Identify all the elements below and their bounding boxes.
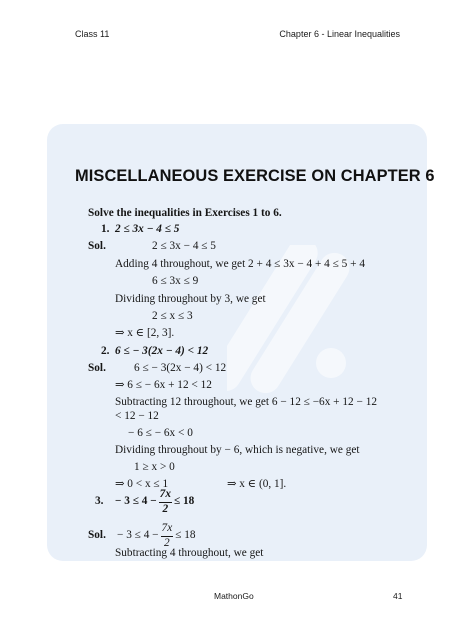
- q3-next-line: Subtracting 4 throughout, we get: [115, 547, 264, 559]
- q2-step-3: Subtracting 12 throughout, we get 6 − 12 ≤ −6x + 12 − 12: [115, 396, 377, 408]
- q2-number: 2.: [101, 345, 110, 357]
- q2-step-8: ⇒ 0 < x ≤ 1: [115, 478, 169, 490]
- q2-step-1: 6 ≤ − 3(2x − 4) < 12: [134, 362, 227, 374]
- header-class-label: Class 11: [75, 29, 110, 39]
- exercise-intro: Solve the inequalities in Exercises 1 to 6.: [88, 207, 282, 219]
- q2-step-9: ⇒ x ∈ (0, 1].: [227, 478, 287, 490]
- q2-step-2: ⇒ 6 ≤ − 6x + 12 < 12: [115, 379, 212, 391]
- q3-fraction-denominator: 2: [162, 502, 169, 515]
- q3-sol-fraction: [161, 523, 174, 549]
- q3-statement: [115, 488, 194, 516]
- q1-step-5: 2 ≤ x ≤ 3: [152, 310, 193, 322]
- q3-fraction: [159, 489, 172, 515]
- q3-sol-fraction-numerator: 7x: [161, 523, 174, 536]
- q1-step-6: ⇒ x ∈ [2, 3].: [115, 327, 175, 339]
- page-number: 41: [393, 591, 403, 601]
- q2-step-4: < 12 − 12: [115, 410, 159, 422]
- q3-sol-line: [117, 522, 196, 550]
- q1-sol-label: Sol.: [88, 240, 106, 252]
- q2-sol-label: Sol.: [88, 362, 106, 374]
- q2-step-7: 1 ≥ x > 0: [134, 461, 175, 473]
- q3-statement-left: − 3 ≤ 4 −: [115, 495, 157, 508]
- q3-sol-label: Sol.: [88, 529, 106, 541]
- q2-statement: 6 ≤ − 3(2x − 4) < 12: [115, 345, 209, 357]
- q1-step-1: 2 ≤ 3x − 4 ≤ 5: [152, 240, 216, 252]
- q3-sol-left: − 3 ≤ 4 −: [117, 529, 159, 542]
- q3-number: 3.: [95, 495, 104, 507]
- q1-step-4: Dividing throughout by 3, we get: [115, 293, 266, 305]
- q3-sol-right: ≤ 18: [175, 529, 196, 542]
- q1-statement: 2 ≤ 3x − 4 ≤ 5: [115, 223, 180, 235]
- page-title: MISCELLANEOUS EXERCISE ON CHAPTER 6: [75, 167, 435, 185]
- q3-statement-right: ≤ 18: [173, 495, 195, 508]
- q3-sol-fraction-denominator: 2: [164, 536, 170, 549]
- q2-step-5: − 6 ≤ − 6x < 0: [128, 427, 193, 439]
- q1-step-2: Adding 4 throughout, we get 2 + 4 ≤ 3x − 4 + 4 ≤ 5 + 4: [115, 258, 365, 270]
- q3-fraction-numerator: 7x: [159, 489, 172, 502]
- q1-number: 1.: [101, 223, 110, 235]
- footer-brand: MathonGo: [214, 591, 254, 601]
- header-chapter-label: Chapter 6 - Linear Inequalities: [279, 29, 400, 39]
- q2-step-6: Dividing throughout by − 6, which is negative, we get: [115, 444, 360, 456]
- q1-step-3: 6 ≤ 3x ≤ 9: [152, 275, 199, 287]
